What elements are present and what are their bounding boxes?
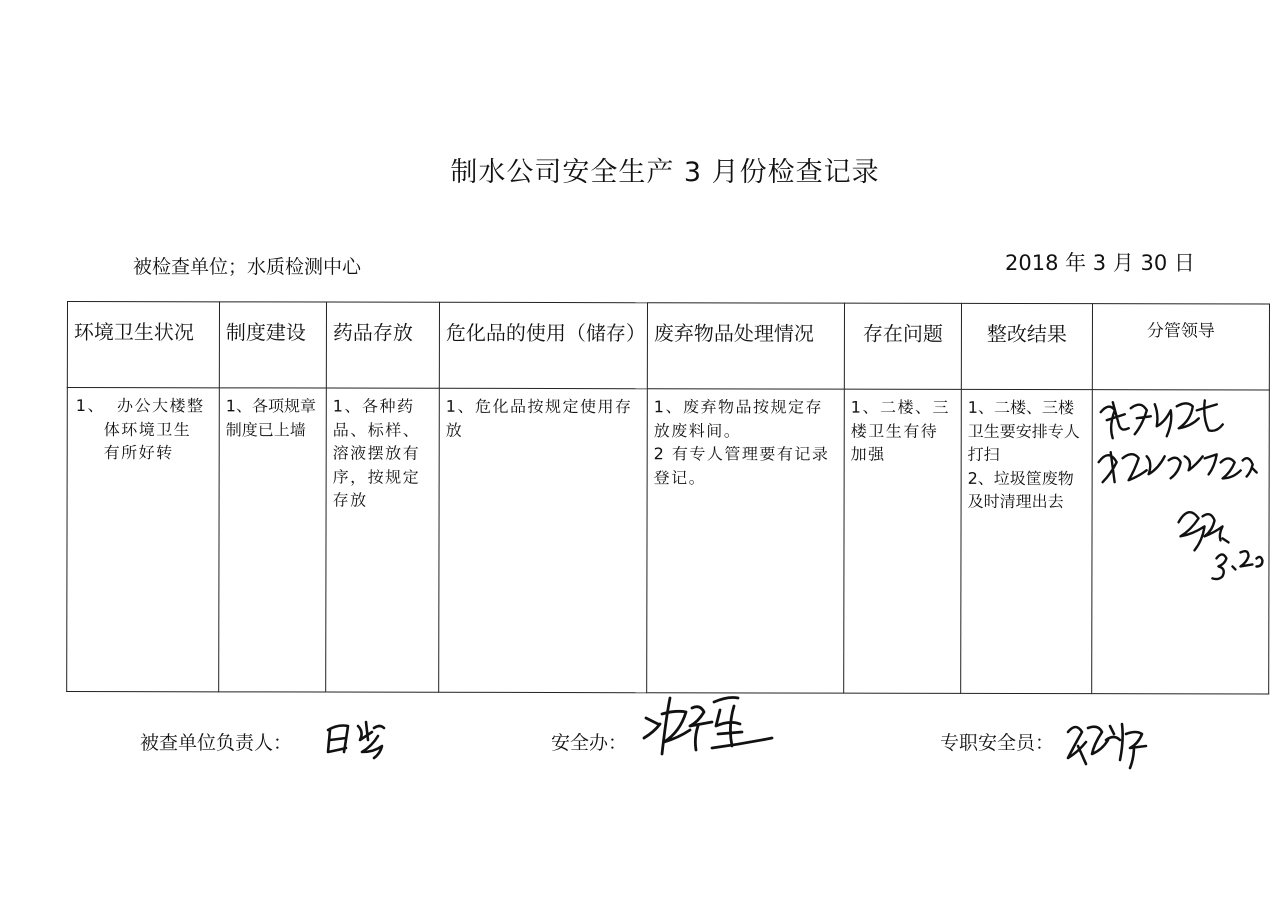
rectify-line: 1、二楼、三楼卫生要安排专人打扫 [967, 397, 1080, 464]
cell-rectify [961, 389, 1093, 693]
header-medicine: 药品存放 [326, 302, 439, 388]
inspection-table [66, 301, 1270, 695]
responsible-signature [322, 716, 392, 760]
officer-label: 专职安全员： [940, 732, 1055, 754]
office-signature [640, 692, 780, 762]
rectify-line: 2、垃圾筐废物及时清理出去 [967, 468, 1074, 512]
header-rectify: 整改结果 [961, 303, 1092, 389]
env-line: 体环境卫生 [103, 419, 192, 439]
cell-leader [1092, 390, 1270, 694]
header-waste: 废弃物品处理情况 [647, 303, 844, 389]
waste-line: 2 有专人管理要有记录登记。 [653, 444, 830, 487]
cell-environment [67, 388, 220, 692]
header-leader: 分管领导 [1092, 304, 1269, 390]
env-prefix: 1、 [75, 396, 105, 416]
cell-hazard: 1、危化品按规定使用存放 [439, 388, 648, 692]
cell-medicine: 1、各种药品、标样、溶液摆放有序，按规定存放 [326, 388, 440, 692]
header-system: 制度建设 [219, 302, 326, 388]
inspection-date: 2018 年 3 月 30 日 [1005, 251, 1195, 275]
office-label: 安全办： [551, 732, 628, 754]
header-row [67, 302, 1269, 391]
table-row [67, 388, 1270, 695]
officer-signature [1062, 716, 1152, 772]
header-environment: 环境卫生状况 [67, 302, 219, 388]
waste-line: 1、废弃物品按规定存放废料间。 [653, 397, 823, 440]
header-hazard: 危化品的使用（储存） [439, 302, 647, 388]
cell-system: 1、各项规章制度已上墙 [219, 388, 327, 692]
env-line: 办公大楼整 [116, 396, 205, 416]
header-issues: 存在问题 [844, 303, 961, 389]
inspected-unit: 被检查单位；水质检测中心 [133, 256, 362, 278]
env-line: 有所好转 [103, 443, 174, 463]
responsible-label: 被查单位负责人： [140, 732, 293, 754]
leader-handwritten-note [1092, 390, 1269, 590]
document-title: 制水公司安全生产 3 月份检查记录 [450, 157, 880, 188]
cell-issues: 1、二楼、三楼卫生有待加强 [844, 389, 962, 693]
cell-waste [647, 389, 845, 693]
